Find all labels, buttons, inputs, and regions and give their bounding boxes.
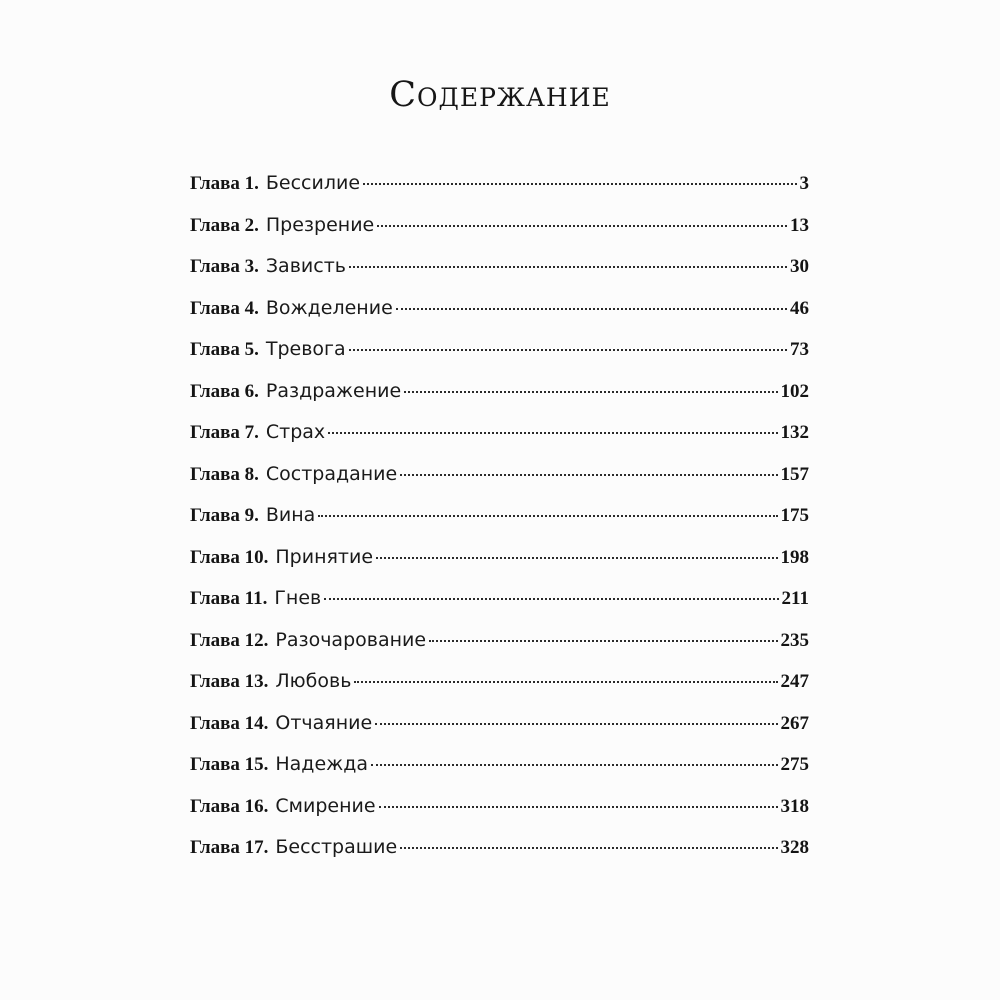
chapter-number: Глава 9. [190, 505, 259, 526]
toc-entry [190, 712, 809, 754]
toc-entry [190, 504, 809, 546]
chapter-title: Разочарование [275, 628, 427, 651]
chapter-number: Глава 11. [190, 588, 268, 609]
toc-entry [190, 753, 809, 795]
chapter-number: Глава 8. [190, 463, 259, 485]
dot-leader [377, 225, 787, 227]
dot-leader [318, 515, 777, 517]
toc-entry [190, 546, 809, 588]
chapter-number: Глава 7. [190, 422, 259, 443]
dot-leader [363, 183, 796, 185]
chapter-number: Глава 1. [190, 173, 259, 194]
dot-leader [404, 391, 777, 393]
chapter-title: Надежда [275, 753, 369, 775]
page-number: 73 [790, 339, 809, 360]
dot-leader [429, 640, 777, 642]
chapter-number: Глава 16. [190, 795, 269, 817]
chapter-title: Принятие [275, 545, 374, 568]
page-number: 3 [799, 173, 809, 194]
page-number: 13 [790, 214, 809, 236]
dot-leader [400, 474, 777, 476]
chapter-number: Глава 5. [190, 339, 259, 360]
chapter-title: Смирение [275, 794, 376, 817]
chapter-number: Глава 2. [190, 214, 259, 236]
dot-leader [324, 598, 778, 600]
dot-leader [375, 723, 777, 725]
chapter-title: Гнев [274, 587, 322, 609]
page-number: 46 [790, 297, 809, 319]
toc-entry [190, 795, 809, 837]
dot-leader [349, 266, 787, 268]
toc-entry [190, 338, 809, 380]
toc-entry [190, 836, 809, 878]
dot-leader [379, 806, 778, 808]
chapter-number: Глава 12. [190, 629, 269, 651]
toc-entry [190, 297, 809, 339]
page-number: 247 [780, 671, 809, 692]
toc-entry [190, 172, 809, 214]
toc-entry [190, 421, 809, 463]
toc-entry [190, 629, 809, 671]
chapter-number: Глава 14. [190, 712, 269, 734]
chapter-title: Тревога [265, 338, 346, 360]
page-number: 102 [780, 380, 809, 402]
table-of-contents [190, 172, 809, 878]
chapter-number: Глава 6. [190, 380, 259, 402]
page-number: 235 [780, 629, 809, 651]
chapter-number: Глава 17. [190, 837, 269, 858]
chapter-title: Презрение [265, 213, 375, 236]
page-number: 211 [781, 588, 809, 609]
chapter-title: Отчаяние [275, 711, 373, 734]
toc-entry [190, 670, 809, 712]
toc-entry [190, 214, 809, 256]
chapter-number: Глава 13. [190, 671, 269, 692]
page-number: 175 [780, 505, 809, 526]
dot-leader [400, 847, 777, 849]
chapter-number: Глава 15. [190, 754, 269, 775]
page-number: 275 [780, 754, 809, 775]
chapter-number: Глава 4. [190, 297, 259, 319]
dot-leader [396, 308, 787, 310]
dot-leader [371, 764, 777, 766]
chapter-title: Вина [265, 504, 316, 526]
chapter-title: Бесстрашие [275, 836, 398, 858]
toc-entry [190, 255, 809, 297]
page-number: 132 [780, 422, 809, 443]
page-title: Содержание [389, 75, 611, 116]
chapter-title: Раздражение [265, 379, 402, 402]
chapter-number: Глава 10. [190, 546, 269, 568]
page-number: 318 [780, 795, 809, 817]
toc-entry [190, 463, 809, 505]
chapter-title: Сострадание [265, 462, 398, 485]
chapter-number: Глава 3. [190, 256, 259, 277]
dot-leader [376, 557, 777, 559]
chapter-title: Страх [265, 421, 326, 443]
chapter-title: Бессилие [265, 172, 361, 194]
page-number: 328 [780, 837, 809, 858]
chapter-title: Вожделение [265, 296, 393, 319]
page-number: 198 [780, 546, 809, 568]
toc-entry [190, 587, 809, 629]
page-number: 157 [780, 463, 809, 485]
dot-leader [354, 681, 777, 683]
page-number: 267 [780, 712, 809, 734]
toc-entry [190, 380, 809, 422]
dot-leader [349, 349, 787, 351]
dot-leader [328, 432, 777, 434]
chapter-title: Зависть [265, 255, 346, 277]
chapter-title: Любовь [275, 670, 352, 692]
page-number: 30 [790, 256, 809, 277]
